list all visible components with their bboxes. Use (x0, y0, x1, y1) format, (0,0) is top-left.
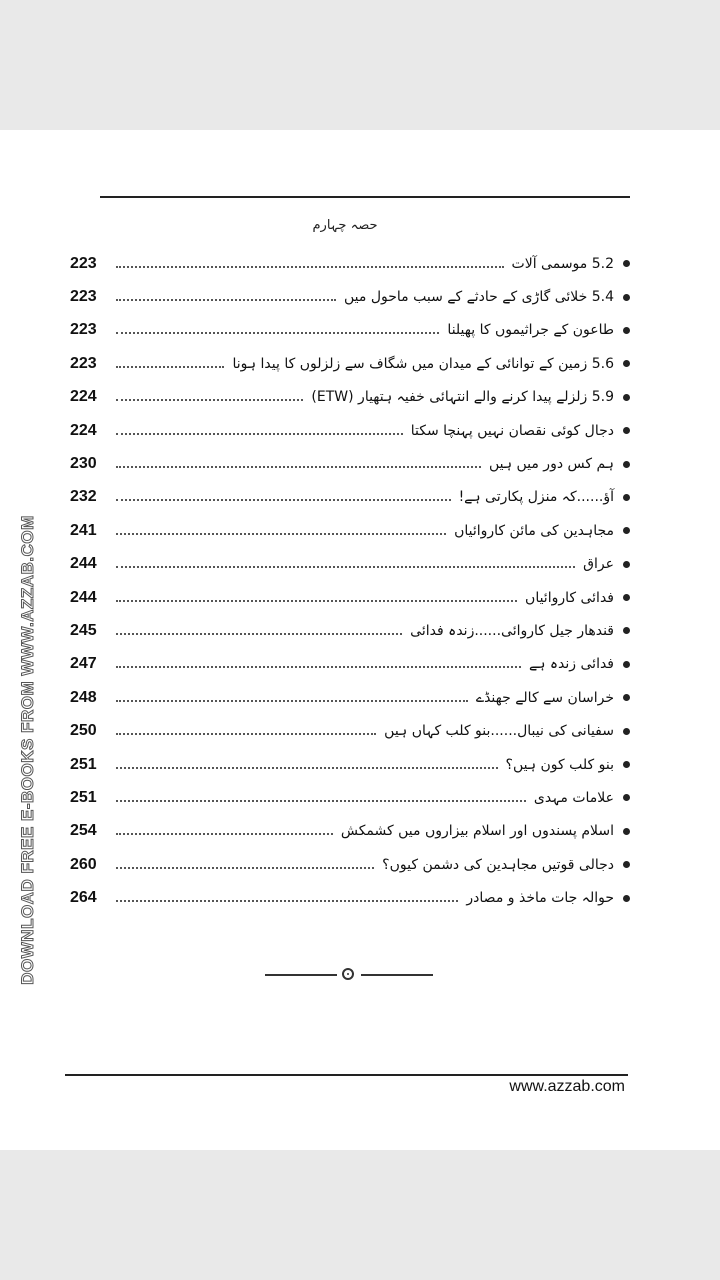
bullet-icon (623, 594, 630, 601)
bullet-icon (623, 294, 630, 301)
entry-title: حوالہ جات ماخذ و مصادر (466, 890, 614, 907)
bottom-rule (65, 1074, 628, 1076)
page-number: 248 (70, 688, 97, 706)
page-number: 224 (70, 388, 97, 406)
bullet-icon (623, 794, 630, 801)
toc-entry[interactable] (70, 414, 630, 447)
bullet-icon (623, 494, 630, 501)
top-rule (100, 196, 630, 198)
page-number: 244 (70, 588, 97, 606)
entry-title: دجال کوئی نقصان نہیں پہنچا سکتا (410, 422, 614, 439)
section-heading: حصہ چہارم (312, 218, 378, 233)
entry-title: 5.6 زمین کے توانائی کے میدان میں شگاف سے زلزلوں کا پیدا ہونا (232, 355, 614, 372)
toc-entry[interactable] (70, 247, 630, 280)
page-number: 224 (70, 421, 97, 439)
toc-entry[interactable] (70, 481, 630, 514)
bullet-icon (623, 327, 630, 334)
dot-leader (116, 900, 458, 902)
bullet-icon (623, 828, 630, 835)
dot-leader (116, 833, 333, 835)
page-number: 264 (70, 889, 97, 907)
dot-leader (116, 332, 439, 334)
toc-entry[interactable] (70, 714, 630, 747)
toc-entry[interactable] (70, 347, 630, 380)
dot-leader (116, 433, 403, 435)
page-number: 223 (70, 321, 97, 339)
page-number: 250 (70, 722, 97, 740)
page-number: 230 (70, 455, 97, 473)
bullet-icon (623, 394, 630, 401)
document-page (0, 130, 720, 1150)
bullet-icon (623, 360, 630, 367)
entry-title: خراسان سے کالے جھنڈے (475, 689, 614, 706)
dot-leader (116, 466, 481, 468)
watermark-text: DOWNLOAD FREE E-BOOKS FROM WWW.AZZAB.COM (18, 515, 37, 985)
page-number: 254 (70, 822, 97, 840)
entry-title: 5.2 موسمی آلات (511, 255, 614, 272)
toc-entry[interactable] (70, 447, 630, 480)
entry-title: عراق (583, 556, 614, 573)
table-of-contents (70, 247, 630, 915)
entry-title: 5.4 خلائی گاڑی کے حادثے کے سبب ماحول میں (344, 289, 614, 306)
dot-leader (116, 299, 336, 301)
page-number: 251 (70, 755, 97, 773)
ornament-line-right (361, 974, 433, 976)
page-number: 260 (70, 855, 97, 873)
dot-leader (116, 767, 498, 769)
dot-leader (116, 566, 575, 568)
bullet-icon (623, 761, 630, 768)
page-number: 223 (70, 354, 97, 372)
entry-title: قندھار جیل کاروائی......زندہ فدائی (410, 622, 614, 639)
toc-entry[interactable] (70, 681, 630, 714)
page-number: 223 (70, 254, 97, 272)
bullet-icon (623, 427, 630, 434)
bullet-icon (623, 728, 630, 735)
entry-title: ہم کس دور میں ہیں (488, 456, 614, 473)
toc-entry[interactable] (70, 881, 630, 914)
page-number: 247 (70, 655, 97, 673)
dot-leader (116, 499, 451, 501)
dot-leader (116, 533, 446, 535)
ornament-divider (265, 968, 435, 982)
toc-entry[interactable] (70, 781, 630, 814)
toc-entry[interactable] (70, 280, 630, 313)
dot-leader (116, 867, 374, 869)
dot-leader (116, 666, 521, 668)
dot-leader (116, 366, 224, 368)
entry-title: دجالی قوتیں مجاہدین کی دشمن کیوں؟ (382, 856, 614, 873)
dot-leader (116, 600, 517, 602)
entry-title: فدائی زندہ ہے (528, 656, 614, 673)
bullet-icon (623, 627, 630, 634)
dot-leader (116, 700, 468, 702)
dot-leader (116, 800, 526, 802)
entry-title: طاعون کے جراثیموں کا پھیلنا (447, 322, 614, 339)
entry-title: مجاہدین کی مائن کاروائیاں (454, 522, 614, 539)
toc-entry[interactable] (70, 548, 630, 581)
entry-title: آؤ......کہ منزل پکارتی ہے! (458, 489, 614, 506)
toc-entry[interactable] (70, 648, 630, 681)
page-number: 251 (70, 788, 97, 806)
ornament-line-left (265, 974, 337, 976)
page-number: 241 (70, 521, 97, 539)
entry-title: علامات مہدی (533, 789, 614, 806)
page-number: 244 (70, 555, 97, 573)
dot-leader (116, 733, 376, 735)
ornament-circle-icon (342, 968, 354, 980)
toc-entry[interactable] (70, 848, 630, 881)
entry-title: اسلام پسندوں اور اسلام بیزاروں میں کشمکش (340, 823, 614, 840)
page-number: 245 (70, 621, 97, 639)
bullet-icon (623, 527, 630, 534)
page-number: 223 (70, 288, 97, 306)
entry-title: فدائی کاروائیاں (525, 589, 614, 606)
toc-entry[interactable] (70, 815, 630, 848)
footer-url: www.azzab.com (509, 1078, 625, 1095)
dot-leader (116, 633, 402, 635)
entry-title: سفیانی کی نیبال......بنو کلب کہاں ہیں (384, 723, 614, 740)
toc-entry[interactable] (70, 614, 630, 647)
toc-entry[interactable] (70, 514, 630, 547)
dot-leader (116, 266, 504, 268)
dot-leader (116, 399, 303, 401)
toc-entry[interactable] (70, 314, 630, 347)
entry-title: 5.9 زلزلے پیدا کرنے والے انتہائی خفیہ ہتھیار (ETW) (311, 389, 614, 406)
toc-entry[interactable] (70, 381, 630, 414)
toc-entry[interactable] (70, 581, 630, 614)
bullet-icon (623, 561, 630, 568)
toc-entry[interactable] (70, 748, 630, 781)
page-number: 232 (70, 488, 97, 506)
bullet-icon (623, 461, 630, 468)
bullet-icon (623, 661, 630, 668)
bullet-icon (623, 895, 630, 902)
bullet-icon (623, 260, 630, 267)
entry-title: بنو کلب کون ہیں؟ (505, 756, 614, 773)
bullet-icon (623, 861, 630, 868)
bullet-icon (623, 694, 630, 701)
